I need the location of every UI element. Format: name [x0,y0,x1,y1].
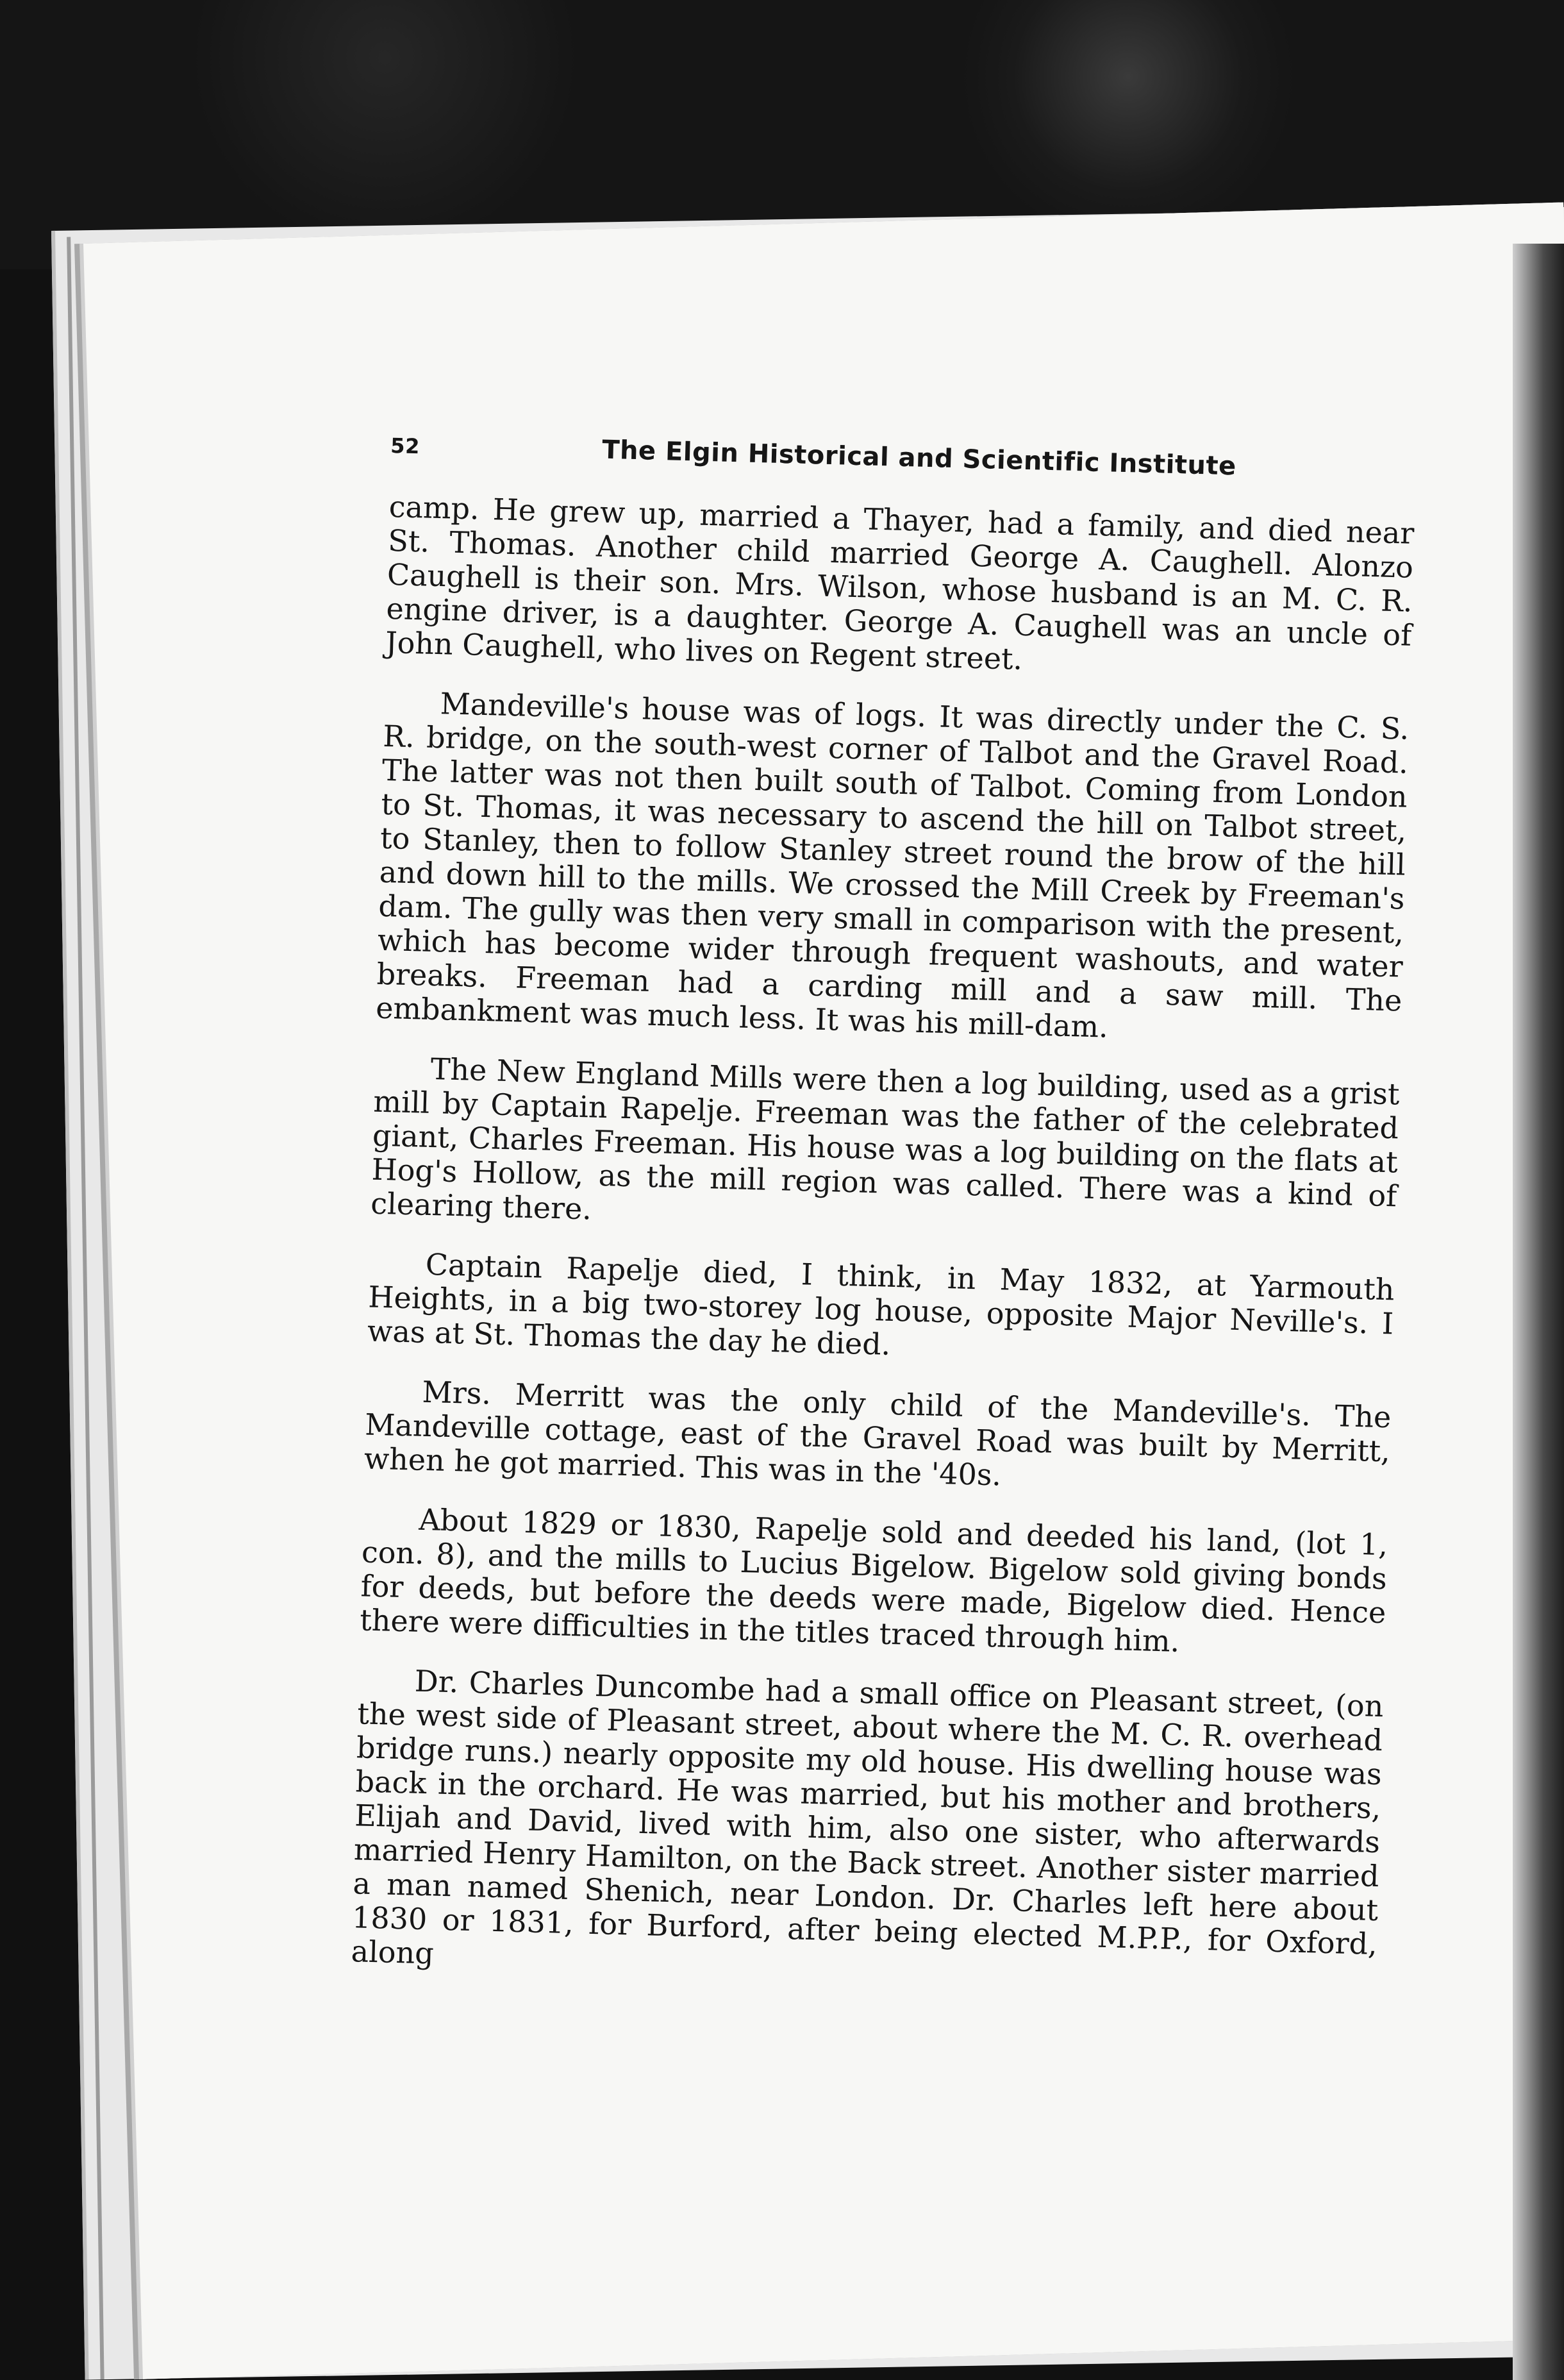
paragraph-rapelje-death: Captain Rapelje died, I think, in May 1832, at Yarmouth Heights, in a big two-storey log house, opposite Major Neville's. I was at St. Thomas the day he died. [367,1246,1395,1362]
paragraph-mandeville-house: Mandeville's house was of logs. It was directly under the C. S. R. bridge, on the south-west corner of Talbot and the Gravel Road. The latter was not then built south of Talbot. Coming from London to St. Thomas, it was necessary to ascend the hill on Talbot street, to Stanley, then to follow Stanley street round the brow of the hill and down hill to the mills. We crossed the Mill Creek by Freeman's dam. The gully was then very small in comparison with the present, which has become wider through frequent washouts, and water breaks. Freeman had a carding mill and a saw mill. The embankment was much less. It was his mill-dam. [375,686,1410,1044]
page-number: 52 [390,433,420,459]
paragraph-dr-duncombe: Dr. Charles Duncombe had a small office on Pleasant street, (on the west side of Pleasant street, about where the M. C. R. overhead bridge runs.) nearly opposite my old house. His dwelling house was back in the orchard. He was married, but his mother and brothers, Elijah and David, lived with him, also one sister, who afterwards married Henry Hamilton, on the Back street. Another sister married a man named Shenich, near London. Dr. Charles left here about 1830 or 1831, for Burford, after being elected M.P.P., for Oxford, along [351,1663,1385,1971]
paragraph-bigelow-sale: About 1829 or 1830, Rapelje sold and deeded his land, (lot 1, con. 8), and the mills to Lucius Bigelow. Bigelow sold giving bonds for deeds, but before the deeds were made, Bigelow died. Hence there were difficulties in the titles traced through him. [359,1502,1388,1659]
paragraph-mrs-merritt: Mrs. Merritt was the only child of the Mandeville's. The Mandeville cottage, east of the Gravel Road was built by Merritt, when he got married. This was in the '40s. [363,1374,1392,1493]
paragraph-new-england-mills: The New England Mills were then a log building, used as a grist mill by Captain Rapelje. Freeman was the father of the celebrated giant, Charles Freeman. His house was a log building on the flats at Hog's Hollow, as the mill region was called. There was a kind of clearing there. [370,1051,1401,1227]
paragraph-continuation: camp. He grew up, married a Thayer, had a family, and died near St. Thomas. Another child married George A. Caughell. Alonzo Caughell is their son. Mrs. Wilson, whose husband is an M. C. R. engine driver, is a daughter. George A. Caughell was an uncle of John Caughell, who lives on Regent street. [385,489,1415,676]
book-spine-shadow [1513,244,1564,2380]
page-content [350,430,1416,2021]
running-title: The Elgin Historical and Scientific Institute [601,435,1237,482]
